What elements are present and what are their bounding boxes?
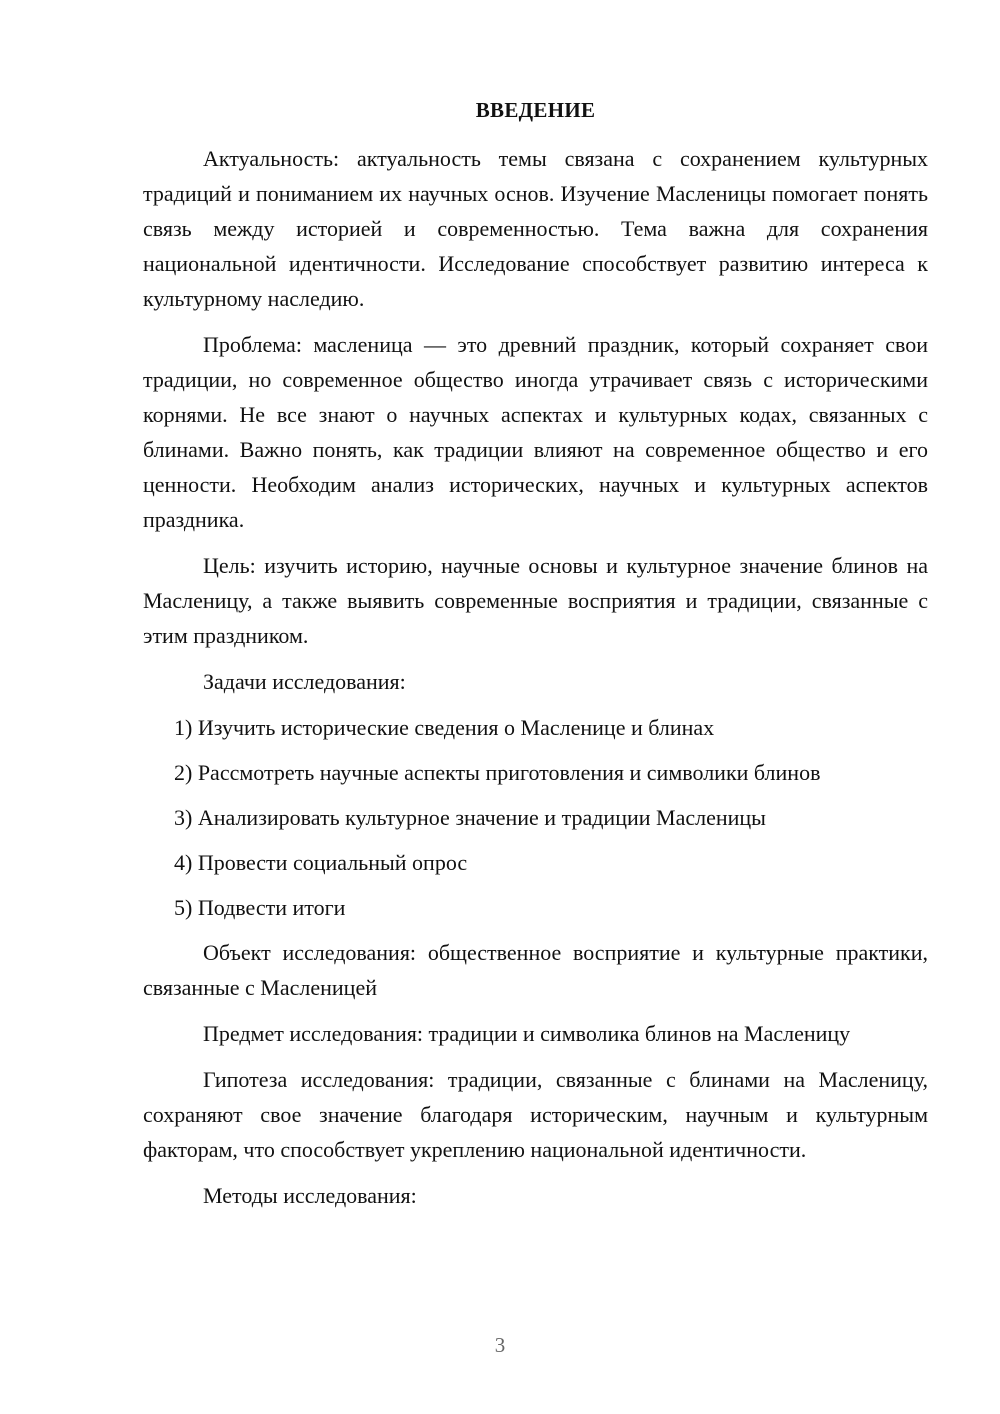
task-item: 1) Изучить исторические сведения о Масленице и блинах <box>174 715 715 740</box>
task-item: 3) Анализировать культурное значение и традиции Масленицы <box>174 805 766 830</box>
tasks-heading: Задачи исследования: <box>203 669 406 694</box>
document-page <box>143 95 928 1224</box>
tasks-list <box>143 710 928 925</box>
problem-paragraph: Проблема: масленица — это древний праздник, который сохраняет свои традиции, но современное общество иногда утрачивает связь с историческими корнями. Не все знают о научных аспектах и культурных кодах, связанных с блинами. Важно понять, как традиции влияют на современное общество и его ценности. Необходим анализ исторических, научных и культурных аспектов праздника. <box>143 332 928 532</box>
task-item: 5) Подвести итоги <box>174 895 346 920</box>
task-item: 2) Рассмотреть научные аспекты приготовления и символики блинов <box>174 760 821 785</box>
object-paragraph: Объект исследования: общественное восприятие и культурные практики, связанные с Масленицей <box>143 940 928 1000</box>
hypothesis-paragraph: Гипотеза исследования: традиции, связанные с блинами на Масленицу, сохраняют свое значение благодаря историческим, научным и культурным факторам, что способствует укреплению национальной идентичности. <box>143 1067 928 1162</box>
methods-heading: Методы исследования: <box>203 1183 417 1208</box>
page-number: 3 <box>494 1333 506 1357</box>
relevance-paragraph: Актуальность: актуальность темы связана с сохранением культурных традиций и пониманием их научных основ. Изучение Масленицы помогает понять связь между историей и современностью. Тема важна для сохранения национальной идентичности. Исследование способствует развитию интереса к культурному наследию. <box>143 146 928 311</box>
task-item: 4) Провести социальный опрос <box>174 850 468 875</box>
subject-paragraph: Предмет исследования: традиции и символика блинов на Масленицу <box>203 1021 851 1046</box>
section-title: ВВЕДЕНИЕ <box>475 98 596 122</box>
goal-paragraph: Цель: изучить историю, научные основы и культурное значение блинов на Масленицу, а также выявить современные восприятия и традиции, связанные с этим праздником. <box>143 553 928 648</box>
